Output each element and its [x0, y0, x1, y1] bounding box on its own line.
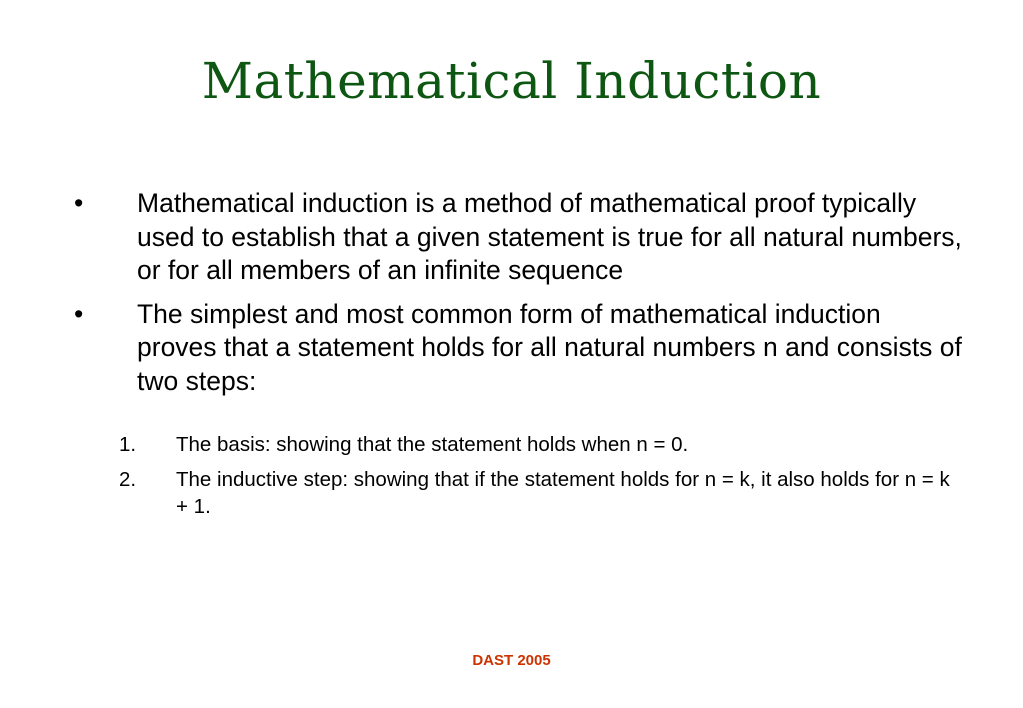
step-number: 2. [119, 468, 137, 491]
bullet-marker: • [74, 298, 84, 329]
bullet-text: The simplest and most common form of mathematical induction proves that a statement holds for all natural numbers n and consists of two steps: [137, 298, 962, 396]
slide-title: Mathematical Induction [201, 52, 822, 110]
step-text: The basis: showing that the statement holds when n = 0. [176, 433, 689, 456]
bullet-text: Mathematical induction is a method of mathematical proof typically used to establish that a given statement is true for all natural numbers, or for all members of an infinite sequence [137, 188, 962, 285]
footer-label: DAST 2005 [472, 652, 551, 669]
bullet-list [0, 187, 1023, 408]
step-item-basis [0, 431, 1023, 458]
step-item-inductive [0, 466, 1023, 520]
bullet-marker: • [74, 188, 84, 218]
step-number: 1. [119, 433, 137, 456]
steps-list [0, 431, 1023, 528]
step-text: The inductive step: showing that if the statement holds for n = k, it also holds for n = k + 1. [176, 468, 950, 518]
bullet-item-definition [0, 187, 1023, 288]
bullet-item-common-form [0, 298, 1023, 399]
